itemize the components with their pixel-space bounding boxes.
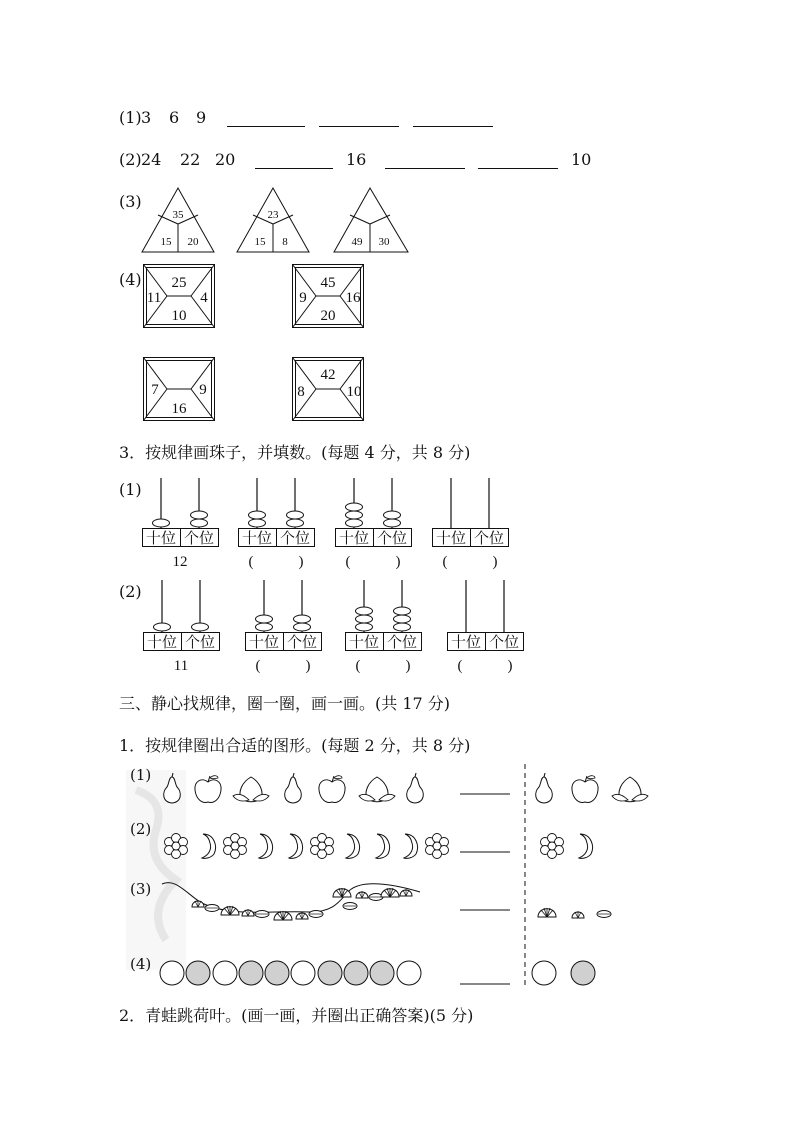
peach-icon (612, 777, 648, 802)
answer-blank[interactable] (227, 126, 305, 127)
small-shell-icon (356, 891, 368, 898)
bead (153, 519, 170, 527)
flower-icon (541, 834, 564, 859)
moon-icon (289, 834, 303, 858)
abacus[interactable] (239, 478, 315, 570)
bead (192, 623, 209, 631)
ones-label: 个位 (376, 531, 408, 547)
shell-icon (221, 906, 239, 915)
answer-blank[interactable] (413, 126, 493, 127)
gray-circle (344, 961, 368, 985)
shell-string (162, 883, 420, 920)
tens-label: 十位 (338, 531, 370, 547)
tens-label: 十位 (241, 531, 273, 547)
pattern-1-label: (1) (130, 766, 152, 784)
fruit-sequence (164, 773, 424, 803)
q2-4-label: (4) (119, 270, 142, 289)
moon-icon (202, 834, 216, 858)
square-right-num: 16 (345, 290, 361, 306)
bead (256, 623, 273, 631)
square-top-num: 25 (171, 275, 187, 291)
pear-icon (536, 773, 553, 803)
square-puzzle-4 (293, 358, 364, 421)
q3-1-label: (1) (119, 480, 142, 499)
gray-circle (265, 961, 289, 985)
flower-moon-sequence (165, 834, 449, 859)
seq-num: 24 (141, 150, 162, 169)
answer-parentheses[interactable]: ( ) (442, 554, 498, 570)
triangle-top-num: 35 (172, 209, 184, 221)
circle-options[interactable] (532, 961, 595, 985)
bead (287, 511, 304, 519)
abacus[interactable] (336, 478, 412, 570)
square-bottom-num: 16 (171, 401, 187, 417)
seq-num: 3 (141, 108, 152, 127)
bead (346, 519, 363, 527)
seq-num: 6 (169, 108, 180, 127)
tens-label: 十位 (450, 635, 482, 651)
moon-icon (579, 834, 593, 858)
q2-2-label: (2) (119, 150, 142, 169)
bead (346, 511, 363, 519)
bead (394, 623, 411, 631)
moon-icon (346, 834, 360, 858)
seed-icon (255, 911, 269, 918)
abacus[interactable] (346, 580, 422, 674)
ones-label: 个位 (386, 635, 418, 651)
ones-label: 个位 (184, 635, 216, 651)
apple-icon (572, 776, 598, 803)
fruit-options[interactable] (536, 773, 648, 803)
bead (154, 623, 171, 631)
shell-icon (333, 888, 351, 897)
bead (191, 519, 208, 527)
square-puzzle-1 (144, 265, 215, 328)
seq-num: 9 (196, 108, 207, 127)
small-shell-icon (192, 900, 204, 907)
small-shell-icon (242, 909, 254, 916)
square-left-num: 9 (299, 290, 307, 306)
answer-parentheses[interactable]: ( ) (355, 658, 411, 674)
bead (256, 615, 273, 623)
ones-label: 个位 (286, 635, 318, 651)
bead (287, 519, 304, 527)
pear-icon (285, 773, 302, 803)
triangle-puzzle-3 (334, 188, 408, 252)
gray-circle (571, 961, 595, 985)
white-circle (532, 961, 556, 985)
pear-icon (164, 773, 181, 803)
bead (384, 511, 401, 519)
moon-icon (259, 834, 273, 858)
gray-circle (318, 961, 342, 985)
abacus[interactable] (448, 580, 524, 674)
q2-3-label: (3) (119, 192, 142, 211)
flower-moon-options[interactable] (541, 834, 593, 859)
small-shell-icon (572, 911, 584, 918)
q2-1-label: (1) (119, 108, 142, 127)
peach-icon (233, 777, 269, 802)
abacus-answer: 11 (173, 658, 189, 674)
pattern-3-label: (3) (130, 880, 152, 898)
bead (356, 623, 373, 631)
square-puzzle-2 (293, 265, 364, 328)
square-right-num: 4 (200, 290, 208, 306)
triangle-right-num: 20 (187, 236, 199, 248)
abacus[interactable] (144, 580, 220, 674)
moon-icon (404, 834, 418, 858)
seed-icon (309, 911, 323, 918)
moon-icon (376, 834, 390, 858)
bead (191, 511, 208, 519)
triangle-left-num: 49 (351, 236, 363, 248)
answer-blank[interactable] (385, 168, 465, 169)
bead (346, 503, 363, 511)
seed-icon (597, 911, 611, 918)
gray-circle (239, 961, 263, 985)
answer-blank[interactable] (478, 168, 558, 169)
section-3-title: 三、静心找规律，圈一圈，画一画。(共 17 分) (119, 694, 451, 713)
ones-label: 个位 (488, 635, 520, 651)
section-3-q1-title: 1．按规律圈出合适的图形。(每题 2 分，共 8 分) (119, 736, 471, 755)
bead (356, 607, 373, 615)
shell-options[interactable] (538, 908, 611, 918)
ones-label: 个位 (279, 531, 311, 547)
square-left-num: 8 (297, 384, 305, 400)
tens-label: 十位 (435, 531, 467, 547)
answer-parentheses[interactable]: ( ) (255, 658, 311, 674)
answer-parentheses[interactable]: ( ) (248, 554, 304, 570)
triangle-puzzles (140, 186, 420, 256)
pattern-rows (150, 760, 660, 990)
seq-num: 22 (180, 150, 201, 169)
triangle-top-num: 23 (267, 209, 279, 221)
square-right-num: 10 (346, 384, 362, 400)
answer-parentheses[interactable]: ( ) (345, 554, 401, 570)
pattern-4-label: (4) (130, 955, 152, 973)
square-top-num: 42 (320, 367, 336, 383)
flower-icon (311, 834, 334, 859)
answer-blank[interactable] (255, 168, 333, 169)
triangle-left-num: 15 (160, 236, 172, 248)
square-puzzle-3 (144, 358, 215, 421)
white-circle (160, 961, 184, 985)
ones-label: 个位 (473, 531, 505, 547)
abacus-answer: 12 (172, 554, 188, 570)
flower-icon (224, 834, 247, 859)
pear-icon (407, 773, 424, 803)
section-3-q2-title: 2．青蛙跳荷叶。(画一画，并圈出正确答案)(5 分) (119, 1006, 474, 1025)
seq-num: 10 (571, 150, 592, 169)
square-bottom-num: 20 (320, 308, 336, 324)
white-circle (213, 961, 237, 985)
gray-circle (370, 961, 394, 985)
shell-icon (538, 908, 556, 917)
square-right-num: 9 (199, 382, 207, 398)
square-bottom-num: 10 (171, 308, 187, 324)
gray-circle (186, 961, 210, 985)
seed-icon (205, 905, 219, 912)
abacus[interactable] (246, 580, 322, 674)
tens-label: 十位 (145, 531, 177, 547)
abacus[interactable] (143, 478, 219, 570)
bead (294, 623, 311, 631)
white-circle (291, 961, 315, 985)
bead (394, 607, 411, 615)
tens-label: 十位 (146, 635, 178, 651)
triangle-left-num: 15 (254, 236, 266, 248)
seq-num: 16 (346, 150, 367, 169)
apple-icon (319, 776, 345, 803)
square-top-num: 45 (320, 275, 336, 291)
square-left-num: 11 (146, 290, 162, 306)
peach-icon (359, 777, 395, 802)
shell-icon (381, 888, 399, 897)
flower-icon (165, 834, 188, 859)
bead (384, 519, 401, 527)
answer-parentheses[interactable]: ( ) (457, 658, 513, 674)
triangle-right-num: 8 (282, 236, 288, 248)
triangle-puzzle-1 (142, 188, 214, 252)
tens-label: 十位 (248, 635, 280, 651)
tens-label: 十位 (348, 635, 380, 651)
abacus[interactable] (433, 478, 509, 570)
q3-2-label: (2) (119, 582, 142, 601)
white-circle (397, 961, 421, 985)
small-shell-icon (296, 912, 308, 919)
bead (394, 615, 411, 623)
apple-icon (195, 776, 221, 803)
bead (249, 511, 266, 519)
seed-icon (343, 903, 357, 910)
triangle-puzzle-2 (237, 188, 309, 252)
square-left-num: 7 (151, 382, 159, 398)
triangle-right-num: 30 (378, 236, 390, 248)
flower-icon (426, 834, 449, 859)
bead (249, 519, 266, 527)
small-shell-icon (400, 889, 412, 896)
answer-blank[interactable] (319, 126, 399, 127)
ones-label: 个位 (183, 531, 215, 547)
square-puzzles (140, 262, 370, 428)
bead (356, 615, 373, 623)
bead (294, 615, 311, 623)
pattern-2-label: (2) (130, 820, 152, 838)
circle-sequence (160, 961, 421, 985)
seq-num: 20 (215, 150, 236, 169)
q3-title: 3．按规律画珠子，并填数。(每题 4 分，共 8 分) (119, 443, 471, 462)
